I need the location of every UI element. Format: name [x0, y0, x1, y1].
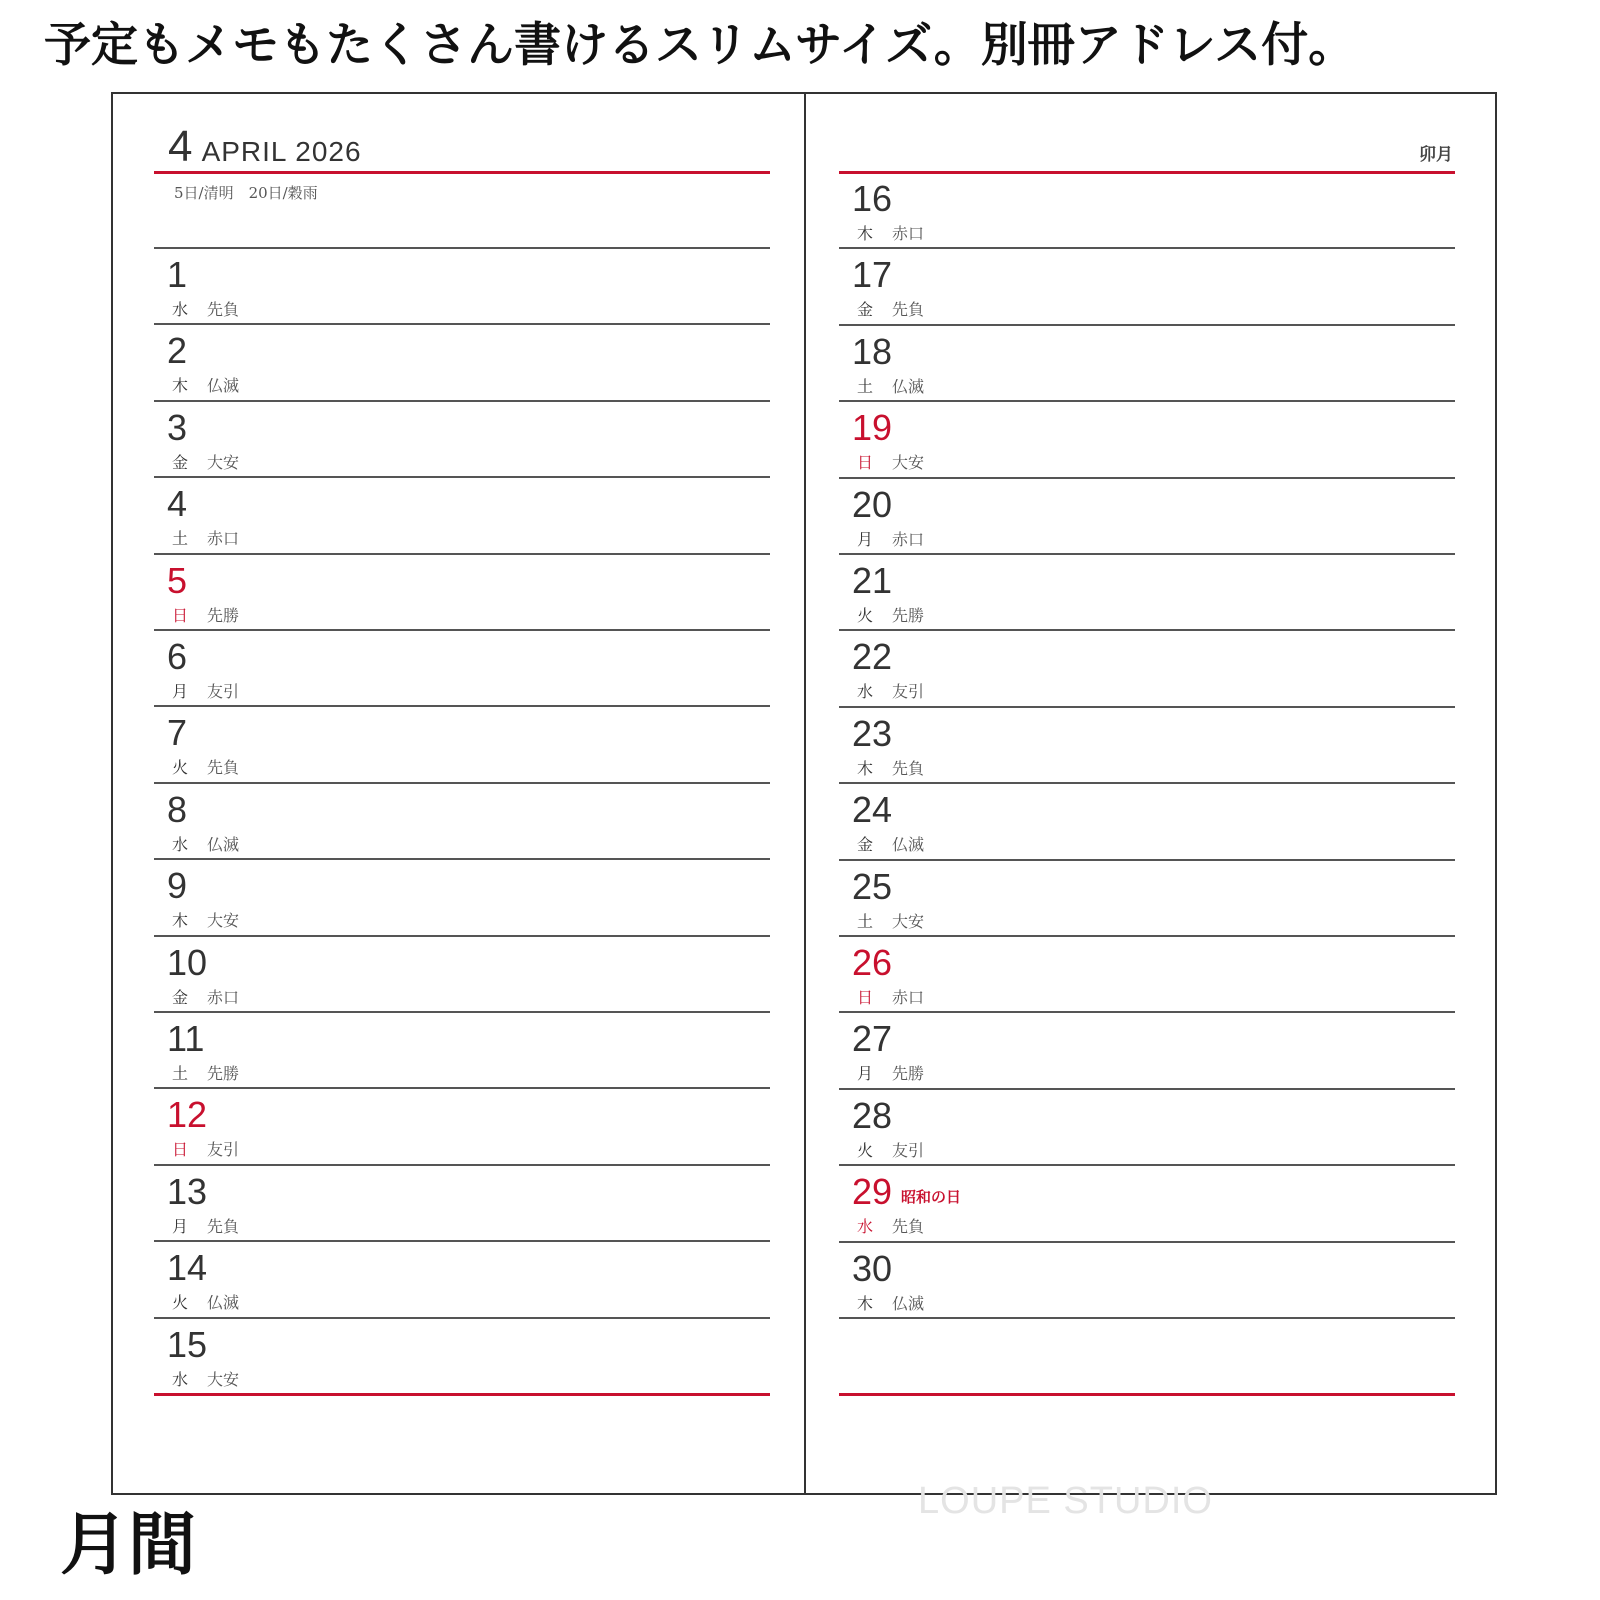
day-row[interactable]: [839, 1090, 1455, 1168]
day-number: 30: [852, 1247, 893, 1289]
day-row[interactable]: [154, 325, 770, 403]
left-page: [154, 94, 770, 1493]
rokuyo: 仏滅: [892, 1293, 925, 1313]
weekday: 木: [857, 224, 874, 243]
rokuyo: 先負: [892, 1217, 925, 1237]
day-number: 5: [167, 559, 188, 601]
weekday: 水: [172, 1369, 189, 1389]
day-number: 24: [852, 789, 893, 831]
day-number: 7: [167, 712, 188, 754]
day-number: 3: [167, 406, 188, 448]
rokuyo: 赤口: [207, 987, 240, 1007]
day-number: 1: [167, 254, 188, 295]
day-number: 18: [852, 330, 893, 372]
day-row[interactable]: [154, 1242, 770, 1320]
day-row[interactable]: [839, 631, 1455, 709]
weekday: 土: [172, 1064, 189, 1083]
rokuyo: 先負: [207, 758, 240, 778]
rokuyo: 友引: [207, 1140, 240, 1160]
weekday: 月: [857, 529, 874, 549]
day-number: 23: [852, 712, 893, 754]
day-number: 12: [167, 1094, 208, 1136]
day-number: 25: [852, 865, 893, 907]
section-label: 月間: [60, 1506, 197, 1585]
day-row[interactable]: [154, 1013, 770, 1091]
day-number: 14: [167, 1247, 208, 1289]
day-row[interactable]: [839, 1013, 1455, 1091]
weekday: 木: [172, 911, 189, 931]
rokuyo: 先負: [892, 758, 925, 778]
day-row[interactable]: [154, 402, 770, 480]
weekday: 日: [857, 988, 874, 1007]
spine-divider: [804, 94, 806, 1493]
weekday: 月: [857, 1064, 874, 1084]
weekday: 金: [172, 452, 189, 472]
day-row[interactable]: [839, 861, 1455, 939]
day-row[interactable]: [839, 555, 1455, 633]
weekday: 水: [172, 834, 189, 854]
weekday: 火: [172, 1293, 189, 1313]
day-number: 11: [167, 1018, 205, 1059]
day-row[interactable]: [154, 1319, 770, 1397]
month-heading: [168, 122, 362, 172]
weekday: 木: [857, 1293, 874, 1313]
rokuyo: 大安: [207, 452, 240, 472]
day-row[interactable]: [154, 249, 770, 327]
day-number: 19: [852, 407, 893, 449]
weekday: 木: [172, 376, 189, 396]
day-row[interactable]: [154, 1166, 770, 1244]
footer-red-rule: [839, 1393, 1455, 1396]
day-row[interactable]: [839, 326, 1455, 404]
weekday: 日: [857, 453, 874, 473]
day-number: 17: [852, 254, 893, 296]
day-number: 2: [167, 330, 188, 372]
rokuyo: 先勝: [207, 1064, 240, 1083]
month-number: 4: [168, 122, 193, 171]
rokuyo: 友引: [892, 682, 925, 702]
day-number: 22: [852, 636, 893, 678]
rokuyo: 先負: [892, 300, 925, 320]
day-number: 21: [852, 560, 893, 601]
day-row[interactable]: [839, 937, 1455, 1015]
day-row[interactable]: [154, 478, 770, 556]
weekday: 金: [857, 835, 874, 855]
rokuyo: 大安: [207, 1369, 240, 1389]
day-number: 29: [852, 1171, 893, 1213]
rokuyo: 先負: [207, 300, 240, 319]
day-row[interactable]: [154, 707, 770, 785]
month-name: APRIL 2026: [201, 136, 362, 167]
footer-red-rule: [154, 1393, 770, 1396]
rokuyo: 仏滅: [892, 835, 925, 855]
rokuyo: 仏滅: [892, 376, 925, 396]
weekday: 水: [172, 300, 189, 319]
day-number: 15: [167, 1323, 208, 1365]
weekday: 火: [172, 758, 189, 778]
rokuyo: 先勝: [207, 605, 240, 625]
weekday: 火: [857, 1140, 874, 1160]
day-row[interactable]: [154, 555, 770, 633]
weekday: 木: [857, 758, 874, 778]
weekday: 水: [857, 682, 874, 702]
right-page: [839, 94, 1455, 1493]
rokuyo: 大安: [207, 911, 240, 931]
weekday: 月: [172, 682, 189, 701]
day-row[interactable]: [839, 784, 1455, 862]
solar-terms: 5日/清明 20日/穀雨: [174, 184, 318, 202]
weekday: 土: [172, 529, 189, 549]
day-row[interactable]: [154, 860, 770, 938]
planner-spread: [111, 92, 1497, 1495]
rokuyo: 友引: [207, 682, 240, 701]
day-number: 4: [167, 483, 188, 525]
day-row[interactable]: [839, 402, 1455, 480]
rokuyo: 大安: [892, 911, 925, 931]
day-row[interactable]: [154, 631, 770, 709]
watermark: LOUPE STUDIO: [918, 1480, 1213, 1522]
weekday: 火: [857, 606, 874, 625]
headline: 予定もメモもたくさん書けるスリムサイズ。別冊アドレス付。: [44, 18, 1356, 73]
weekday: 金: [172, 987, 189, 1007]
rokuyo: 先勝: [892, 1064, 925, 1084]
day-rule: [839, 1317, 1455, 1319]
day-row[interactable]: [154, 937, 770, 1015]
weekday: 土: [857, 911, 874, 931]
rokuyo: 先負: [207, 1216, 240, 1236]
weekday: 月: [172, 1216, 189, 1236]
day-number: 10: [167, 941, 208, 983]
rokuyo: 仏滅: [207, 834, 240, 854]
day-number: 27: [852, 1018, 893, 1060]
day-row[interactable]: [154, 784, 770, 862]
day-row[interactable]: [839, 708, 1455, 786]
rokuyo: 仏滅: [207, 376, 240, 396]
rokuyo: 大安: [892, 453, 925, 473]
weekday: 日: [172, 1140, 189, 1160]
day-number: 28: [852, 1094, 893, 1136]
day-number: 9: [167, 865, 188, 907]
day-row[interactable]: [839, 173, 1455, 251]
weekday: 金: [857, 300, 874, 320]
day-row[interactable]: [839, 249, 1455, 327]
day-number: 13: [167, 1170, 208, 1212]
day-row[interactable]: [839, 1166, 1455, 1244]
rokuyo: 友引: [892, 1140, 925, 1160]
rokuyo: 赤口: [892, 529, 925, 549]
weekday: 日: [172, 605, 189, 625]
day-number: 20: [852, 483, 893, 525]
rokuyo: 赤口: [892, 224, 925, 243]
day-row[interactable]: [839, 479, 1455, 557]
day-number: 6: [167, 636, 188, 677]
day-number: 26: [852, 942, 893, 983]
header-red-rule: [154, 171, 770, 174]
day-number: 16: [852, 178, 893, 219]
weekday: 土: [857, 376, 874, 396]
rokuyo: 先勝: [892, 606, 925, 625]
rokuyo: 赤口: [207, 529, 240, 549]
kanji-month: 卯月: [1419, 145, 1453, 165]
day-row[interactable]: [154, 1089, 770, 1167]
day-number: 8: [167, 788, 188, 830]
day-row[interactable]: [839, 1243, 1455, 1321]
rokuyo: 赤口: [892, 988, 925, 1007]
holiday-label: 昭和の日: [901, 1188, 962, 1207]
weekday: 水: [857, 1217, 874, 1237]
rokuyo: 仏滅: [207, 1293, 240, 1313]
